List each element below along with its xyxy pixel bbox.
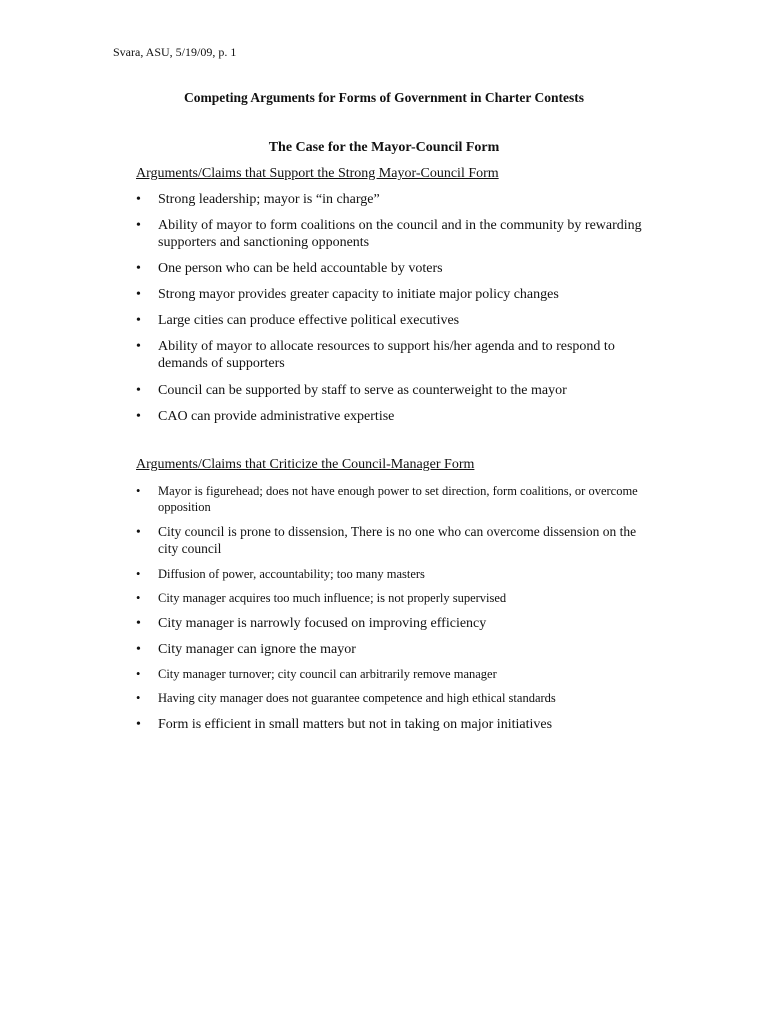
bullet-icon: • (136, 524, 141, 539)
bullet-icon: • (136, 691, 141, 705)
support-heading: Arguments/Claims that Support the Strong Mayor-Council Form (136, 166, 499, 181)
criticize-heading: Arguments/Claims that Criticize the Council-Manager Form (136, 457, 475, 472)
bullet-icon: • (136, 717, 141, 732)
list-item-text: Diffusion of power, accountability; too many masters (158, 567, 425, 581)
list-item-text: Large cities can produce effective political executives (158, 313, 460, 328)
bullet-icon: • (136, 218, 141, 233)
list-item-text: Having city manager does not guarantee competence and high ethical standards (158, 691, 556, 705)
bullet-icon: • (136, 567, 141, 581)
list-item-text: Ability of mayor to form coalitions on the council and in the community by rewarding supporters and sanctioning opponents (158, 218, 642, 250)
list-item-text: City council is prone to dissension, There is no one who can overcome dissension on the city council (158, 524, 637, 556)
bullet-icon: • (136, 339, 141, 354)
bullet-icon: • (136, 484, 141, 498)
list-item-text: Strong mayor provides greater capacity to initiate major policy changes (158, 287, 559, 302)
bullet-icon: • (136, 642, 141, 657)
bullet-icon: • (136, 591, 141, 605)
list-item-text: Strong leadership; mayor is “in charge” (158, 192, 380, 207)
bullet-icon: • (136, 667, 141, 681)
bullet-icon: • (136, 616, 141, 631)
list-item-text: Ability of mayor to allocate resources to support his/her agenda and to respond to demands of supporters (158, 339, 615, 371)
list-item-text: City manager turnover; city council can arbitrarily remove manager (158, 667, 497, 681)
list-item-text: City manager can ignore the mayor (158, 642, 356, 657)
section-title: The Case for the Mayor-Council Form (268, 140, 500, 155)
list-item-text: City manager is narrowly focused on improving efficiency (158, 616, 487, 631)
document-title: Competing Arguments for Forms of Government in Charter Contests (184, 90, 584, 105)
running-head: Svara, ASU, 5/19/09, p. 1 (113, 45, 237, 59)
bullet-icon: • (136, 383, 141, 398)
list-item-text: Council can be supported by staff to serve as counterweight to the mayor (158, 383, 567, 398)
list-item-text: City manager acquires too much influence; is not properly supervised (158, 591, 507, 605)
bullet-icon: • (136, 261, 141, 276)
list-item-text: Form is efficient in small matters but not in taking on major initiatives (158, 717, 553, 732)
bullet-icon: • (136, 192, 141, 207)
bullet-icon: • (136, 287, 141, 302)
bullet-icon: • (136, 409, 141, 424)
list-item-text: CAO can provide administrative expertise (158, 409, 395, 424)
list-item-text: Mayor is figurehead; does not have enough power to set direction, form coalitions, or overcome opposition (158, 484, 638, 514)
bullet-icon: • (136, 313, 141, 328)
list-item-text: One person who can be held accountable by voters (158, 261, 443, 276)
